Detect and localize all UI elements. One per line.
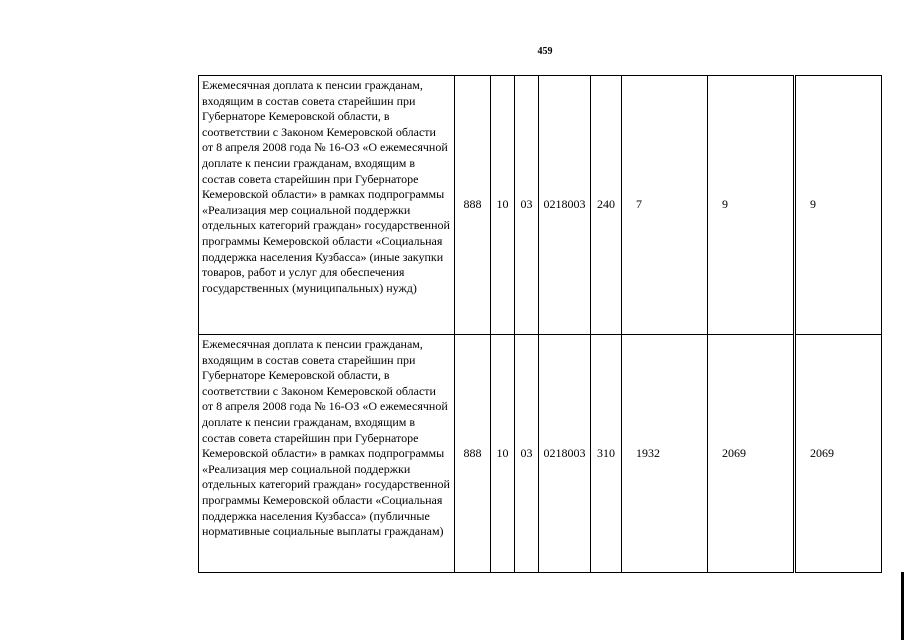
- table-row: [199, 76, 882, 335]
- subsection-code-cell: 03: [515, 76, 539, 335]
- amount-cell-2: 2069: [708, 335, 795, 573]
- expense-type-cell: 310: [591, 335, 622, 573]
- row-description: Ежемесячная доплата к пенсии гражданам, входящим в состав совета старейшин при Губернаторе Кемеровской области, в соответствии с Законом Кемеровской области от 8 апреля 2008 года № 16-ОЗ «О ежемесячной доплате к пенсии гражданам, входящим в состав совета старейшин при Губернаторе Кемеровской области» в рамках подпрограммы «Реализация мер социальной поддержки отдельных категорий граждан» государственной программы Кемеровской области «Социальная поддержка населения Кузбасса» (публичные нормативные социальные выплаты гражданам): [199, 335, 455, 573]
- amount-cell-3: 9: [795, 76, 882, 335]
- table-row: [199, 335, 882, 573]
- amount-cell-2: 9: [708, 76, 795, 335]
- target-article-cell: 0218003: [539, 76, 591, 335]
- row-description: Ежемесячная доплата к пенсии гражданам, входящим в состав совета старейшин при Губернаторе Кемеровской области, в соответствии с Законом Кемеровской области от 8 апреля 2008 года № 16-ОЗ «О ежемесячной доплате к пенсии гражданам, входящим в состав совета старейшин при Губернаторе Кемеровской области» в рамках подпрограммы «Реализация мер социальной поддержки отдельных категорий граждан» государственной программы Кемеровской области «Социальная поддержка населения Кузбасса» (иные закупки товаров, работ и услуг для обеспечения государственных (муниципальных) нужд): [199, 76, 455, 335]
- section-code-cell: 10: [491, 76, 515, 335]
- subsection-code-cell: 03: [515, 335, 539, 573]
- scan-edge-mark: [901, 572, 904, 640]
- expense-type-cell: 240: [591, 76, 622, 335]
- amount-cell-1: 1932: [622, 335, 708, 573]
- target-article-cell: 0218003: [539, 335, 591, 573]
- amount-cell-1: 7: [622, 76, 708, 335]
- amount-cell-3: 2069: [795, 335, 882, 573]
- budget-table: [198, 75, 882, 573]
- section-code-cell: 10: [491, 335, 515, 573]
- ministry-code-cell: 888: [455, 335, 491, 573]
- page-number: 459: [537, 46, 553, 57]
- ministry-code-cell: 888: [455, 76, 491, 335]
